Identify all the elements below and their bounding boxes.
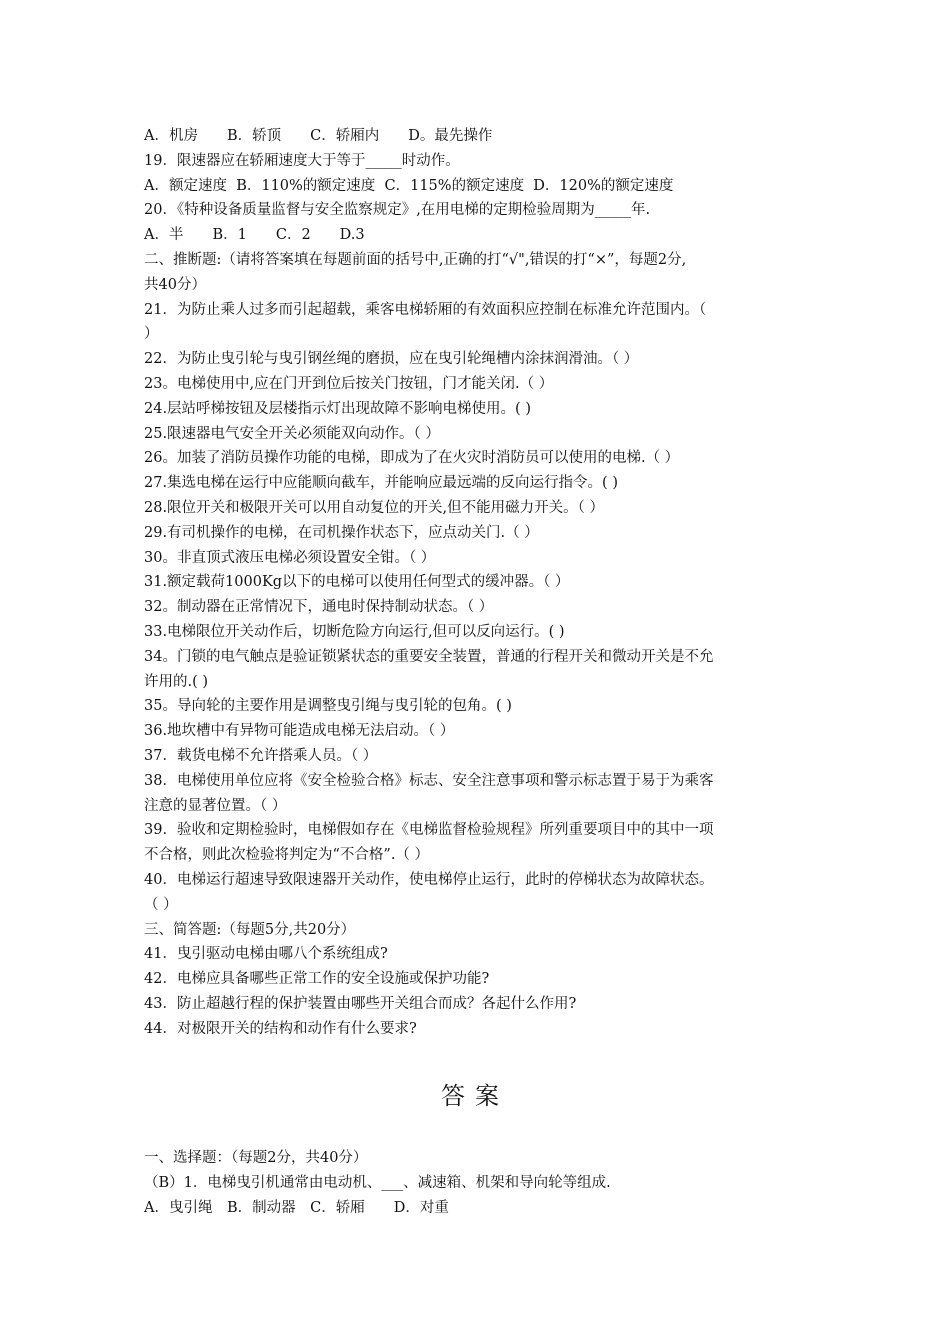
answer-title: 答案 [441,1082,509,1110]
question-line: 43．防止超越行程的保护装置由哪些开关组合而成？各起什么作用? [144,995,577,1012]
answer-line: （B）1．电梯曳引机通常由电动机、___、减速箱、机架和导向轮等组成. [144,1174,611,1191]
question-line: 38．电梯使用单位应将《安全检验合格》标志、安全注意事项和警示标志置于易于为乘客 [144,772,714,789]
question-line: 29.有司机操作的电梯，在司机操作状态下，应点动关门.（ ） [144,524,539,541]
question-line: 41．曳引驱动电梯由哪八个系统组成? [144,946,388,963]
question-line: 27.集选电梯在运行中应能顺向截车，并能响应最远端的反向运行指令。( ) [144,475,618,492]
question-line: 24.层站呼梯按钮及层楼指示灯出现故障不影响电梯使用。( ) [144,400,531,417]
question-line: 44．对极限开关的结构和动作有什么要求? [144,1020,417,1037]
section-heading: 二、推断题:（请将答案填在每题前面的括号中,正确的打“√",错误的打“×”，每题2分, [144,251,687,268]
question-line: 30。非直顶式液压电梯必须设置安全钳。（ ） [144,549,436,566]
question-line: 32。制动器在正常情况下，通电时保持制动状态。（ ） [144,599,494,616]
question-line: 35。导向轮的主要作用是调整曳引绳与曳引轮的包角。( ) [144,698,512,715]
question-line: 20．《特种设备质量监督与安全监察规定》,在用电梯的定期检验周期为_____年. [144,202,651,219]
question-line: 40．电梯运行超速导致限速器开关动作，使电梯停止运行，此时的停梯状态为故障状态。 [144,871,714,888]
question-line: 许用的.( ) [144,673,209,690]
answer-section [144,1146,814,1220]
question-line: A．半 B．1 C．2 D.3 [144,227,365,244]
question-line: 19．限速器应在轿厢速度大于等于_____时动作。 [144,152,460,169]
question-line: 31.额定载荷1000Kg以下的电梯可以使用任何型式的缓冲器。（ ） [144,574,570,591]
question-line: 21．为防止乘人过多而引起超载，乘客电梯轿厢的有效面积应控制在标准允许范围内。（ [144,301,707,318]
section-heading: 三、简答题:（每题5分,共20分） [144,921,356,938]
question-line: 25.限速器电气安全开关必须能双向动作。（ ） [144,425,440,442]
question-line: 36.地坎槽中有异物可能造成电梯无法启动。（ ） [144,723,455,740]
question-line: 39．验收和定期检验时，电梯假如存在《电梯监督检验规程》所列重要项目中的其中一项 [144,822,714,839]
question-line: 23。电梯使用中,应在门开到位后按关门按钮，门才能关闭.（ ） [144,375,554,392]
question-line: （ ） [144,896,178,913]
question-line: 26。加装了消防员操作功能的电梯，即成为了在火灾时消防员可以使用的电梯.（ ） [144,450,680,467]
question-line: 不合格，则此次检验将判定为“不合格”.（ ） [144,847,430,864]
question-line: A．额定速度 B．110%的额定速度 C．115%的额定速度 D．120%的额定速度 [144,177,674,194]
question-section [144,124,814,1041]
answer-line: A．曳引绳 B．制动器 C．轿厢 D．对重 [144,1199,449,1216]
question-line: ） [144,326,159,343]
question-line: A．机房 B．轿顶 C．轿厢内 D。最先操作 [144,128,493,144]
question-line: 42．电梯应具备哪些正常工作的安全设施或保护功能? [144,971,490,988]
question-line: 34。门锁的电气触点是验证锁紧状态的重要安全装置，普通的行程开关和微动开关是不允 [144,648,714,665]
section-heading: 共40分） [144,276,206,293]
question-line: 37．载货电梯不允许搭乘人员。（ ） [144,747,378,764]
question-line: 28.限位开关和极限开关可以用自动复位的开关,但不能用磁力开关。（ ） [144,499,605,516]
question-line: 33.电梯限位开关动作后，切断危险方向运行,但可以反向运行。( ) [144,623,565,640]
section-heading: 一、选择题：（每题2分，共40分） [144,1150,368,1166]
question-line: 22．为防止曳引轮与曳引钢丝绳的磨损，应在曳引轮绳槽内涂抹润滑油。（ ） [144,351,639,368]
question-line: 注意的显著位置。（ ） [144,797,287,814]
